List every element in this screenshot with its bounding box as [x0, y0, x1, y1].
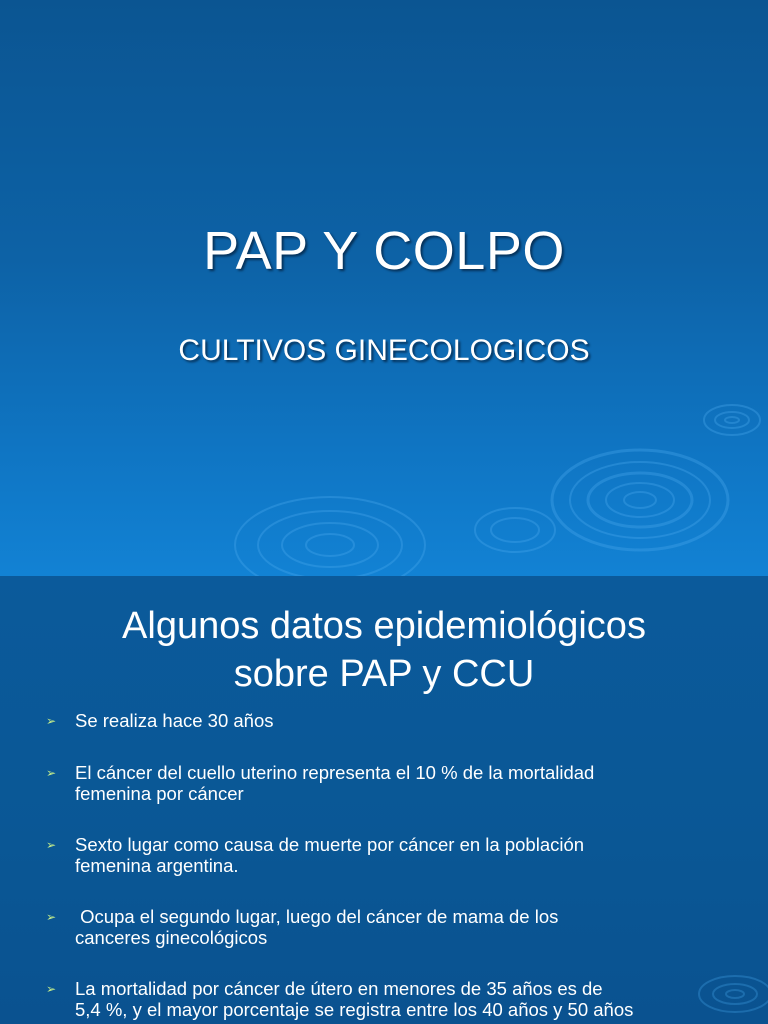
bullet-item [46, 762, 736, 834]
slide-subtitle: CULTIVOS GINECOLOGICOS [178, 334, 590, 367]
bullet-item [46, 978, 736, 1024]
bullet-item [46, 906, 736, 978]
content-slide [0, 576, 768, 1024]
slide-title: PAP Y COLPO [203, 221, 565, 281]
bullet-list [46, 710, 736, 1024]
bullet-text-line: femenina por cáncer [75, 783, 244, 804]
bullet-item [46, 710, 736, 762]
bullet-text-line: femenina argentina. [75, 855, 239, 876]
bullet-text-line: canceres ginecológicos [75, 927, 268, 948]
bullet-text-line: Ocupa el segundo lugar, luego del cáncer de mama de los [75, 906, 559, 927]
bullet-text-line: Sexto lugar como causa de muerte por cáncer en la población [75, 834, 585, 855]
arrow-bullet-icon: ➢ [46, 910, 57, 924]
bullet-text-line: La mortalidad por cáncer de útero en menores de 35 años es de [75, 978, 603, 999]
arrow-bullet-icon: ➢ [46, 714, 57, 728]
arrow-bullet-icon: ➢ [46, 982, 57, 996]
bullet-text-line: 5,4 %, y el mayor porcentaje se registra entre los 40 años y 50 años [75, 999, 634, 1020]
bullet-text-line: Se realiza hace 30 años [75, 710, 274, 731]
arrow-bullet-icon: ➢ [46, 766, 57, 780]
slide-title-line-2: sobre PAP y CCU [233, 653, 535, 695]
slide-title-line-1: Algunos datos epidemiológicos [122, 605, 646, 647]
slide-title [40, 602, 728, 698]
arrow-bullet-icon: ➢ [46, 838, 57, 852]
bullet-text-line: El cáncer del cuello uterino representa el 10 % de la mortalidad [75, 762, 595, 783]
bullet-item [46, 834, 736, 906]
